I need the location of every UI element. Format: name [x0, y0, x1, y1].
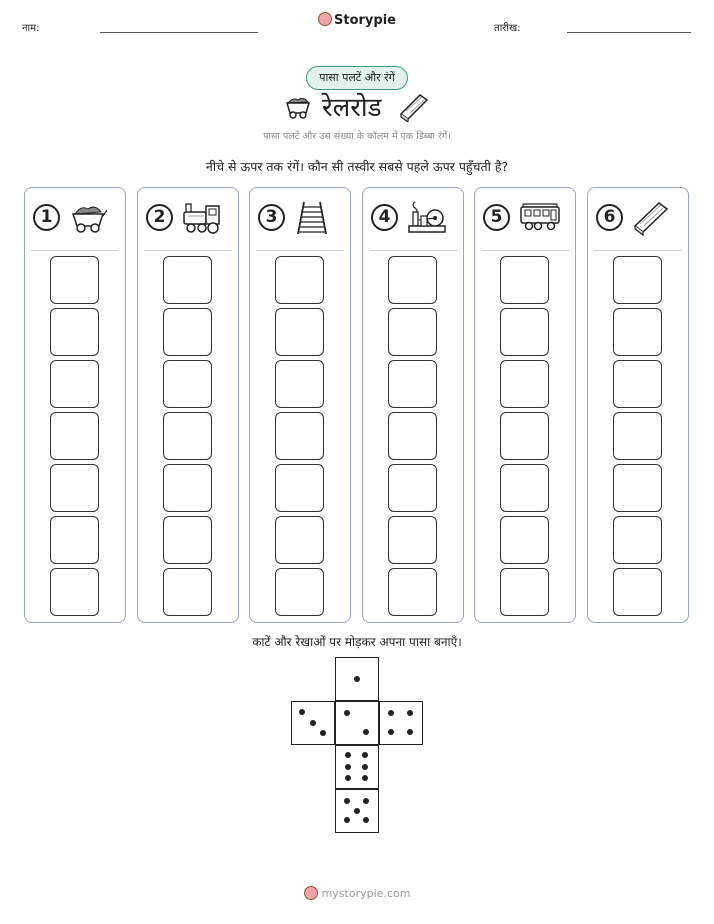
column-divider	[481, 250, 569, 251]
color-box[interactable]	[275, 360, 324, 408]
dice-pip	[320, 730, 326, 736]
dice-pip	[363, 798, 369, 804]
dice-pip	[363, 817, 369, 823]
dice-pip	[310, 720, 316, 726]
passenger-car-icon	[519, 200, 561, 232]
color-box[interactable]	[50, 412, 99, 460]
dice-pip	[354, 676, 360, 682]
color-box[interactable]	[500, 464, 549, 512]
dice-pip	[344, 798, 350, 804]
color-boxes	[50, 256, 99, 620]
color-box[interactable]	[613, 516, 662, 564]
color-box[interactable]	[500, 412, 549, 460]
column-number: 5	[483, 204, 510, 231]
dice-pip	[344, 710, 350, 716]
date-line[interactable]	[567, 32, 691, 33]
color-box[interactable]	[163, 464, 212, 512]
column-5	[474, 187, 576, 623]
dice-pip	[407, 729, 413, 735]
color-box[interactable]	[163, 516, 212, 564]
dice-instruction: काटें और रेखाओं पर मोड़कर अपना पासा बनाएँ।	[252, 635, 462, 649]
color-box[interactable]	[50, 516, 99, 564]
mine-cart-icon	[284, 94, 312, 120]
dice-face-6	[335, 745, 379, 789]
color-box[interactable]	[163, 308, 212, 356]
column-6	[587, 187, 689, 623]
dice-pip	[345, 752, 351, 758]
railroad-track-icon	[294, 200, 330, 236]
color-box[interactable]	[388, 256, 437, 304]
color-box[interactable]	[275, 516, 324, 564]
color-box[interactable]	[613, 360, 662, 408]
dice-pip	[344, 817, 350, 823]
column-divider	[594, 250, 682, 251]
name-line[interactable]	[100, 32, 258, 33]
color-boxes	[613, 256, 662, 620]
color-box[interactable]	[388, 360, 437, 408]
column-divider	[31, 250, 119, 251]
steam-locomotive-icon	[182, 200, 222, 236]
color-box[interactable]	[163, 568, 212, 616]
wooden-plank-icon	[632, 200, 670, 236]
footer	[0, 886, 714, 900]
color-box[interactable]	[500, 256, 549, 304]
dice-pip	[388, 710, 394, 716]
column-number: 6	[596, 204, 623, 231]
color-box[interactable]	[50, 308, 99, 356]
steam-engine-icon	[407, 200, 447, 238]
color-box[interactable]	[613, 256, 662, 304]
title-row	[0, 88, 714, 122]
color-box[interactable]	[613, 412, 662, 460]
color-box[interactable]	[50, 360, 99, 408]
color-box[interactable]	[500, 516, 549, 564]
color-box[interactable]	[613, 464, 662, 512]
dice-pip	[299, 709, 305, 715]
color-box[interactable]	[163, 360, 212, 408]
color-box[interactable]	[275, 308, 324, 356]
color-box[interactable]	[388, 412, 437, 460]
color-boxes	[388, 256, 437, 620]
dice-face-1	[335, 657, 379, 701]
color-box[interactable]	[388, 568, 437, 616]
color-box[interactable]	[50, 568, 99, 616]
column-1	[24, 187, 126, 623]
dice-pip	[407, 710, 413, 716]
column-number: 4	[371, 204, 398, 231]
color-box[interactable]	[388, 464, 437, 512]
dice-pip	[354, 808, 360, 814]
dice-pip	[363, 729, 369, 735]
name-label: नाम:	[22, 23, 40, 34]
column-divider	[256, 250, 344, 251]
color-box[interactable]	[500, 308, 549, 356]
color-box[interactable]	[163, 256, 212, 304]
dice-face-3	[291, 701, 335, 745]
column-divider	[369, 250, 457, 251]
color-box[interactable]	[500, 360, 549, 408]
color-boxes	[500, 256, 549, 620]
color-box[interactable]	[388, 516, 437, 564]
column-2	[137, 187, 239, 623]
dice-face-5	[335, 789, 379, 833]
color-box[interactable]	[275, 568, 324, 616]
column-number: 1	[33, 204, 60, 231]
column-number: 2	[146, 204, 173, 231]
instruction: नीचे से ऊपर तक रंगें। कौन सी तस्वीर सबसे पहले ऊपर पहुँचती है?	[205, 159, 509, 174]
column-number: 3	[258, 204, 285, 231]
color-boxes	[275, 256, 324, 620]
mine-cart-icon	[69, 200, 107, 234]
column-divider	[144, 250, 232, 251]
color-box[interactable]	[275, 464, 324, 512]
brand-logo	[0, 12, 714, 28]
dice-face-2	[335, 701, 379, 745]
storypie-logo-icon	[318, 12, 332, 26]
footer-site: mystorypie.com	[321, 887, 411, 900]
activity-tag: पासा पलटें और रंगें	[306, 66, 408, 90]
dice-pip	[362, 752, 368, 758]
color-box[interactable]	[275, 256, 324, 304]
dice-pip	[345, 775, 351, 781]
dice-face-4	[379, 701, 423, 745]
dice-pip	[362, 775, 368, 781]
color-box[interactable]	[275, 412, 324, 460]
column-3	[249, 187, 351, 623]
storypie-logo-icon	[304, 886, 318, 900]
color-box[interactable]	[613, 308, 662, 356]
color-box[interactable]	[388, 308, 437, 356]
color-box[interactable]	[163, 412, 212, 460]
color-boxes	[163, 256, 212, 620]
dice-pip	[388, 729, 394, 735]
dice-pip	[362, 764, 368, 770]
color-box[interactable]	[613, 568, 662, 616]
brand-name: Storypie	[334, 13, 396, 28]
date-label: तारीख:	[494, 23, 521, 34]
color-box[interactable]	[50, 256, 99, 304]
wooden-plank-icon	[398, 92, 430, 122]
color-box[interactable]	[50, 464, 99, 512]
subtitle: पासा पलटें और उस संख्या के कॉलम में एक डिब्बा रंगें।	[263, 131, 451, 142]
color-box[interactable]	[500, 568, 549, 616]
column-4	[362, 187, 464, 623]
dice-pip	[345, 764, 351, 770]
page-title: रेलरोड	[322, 93, 382, 123]
